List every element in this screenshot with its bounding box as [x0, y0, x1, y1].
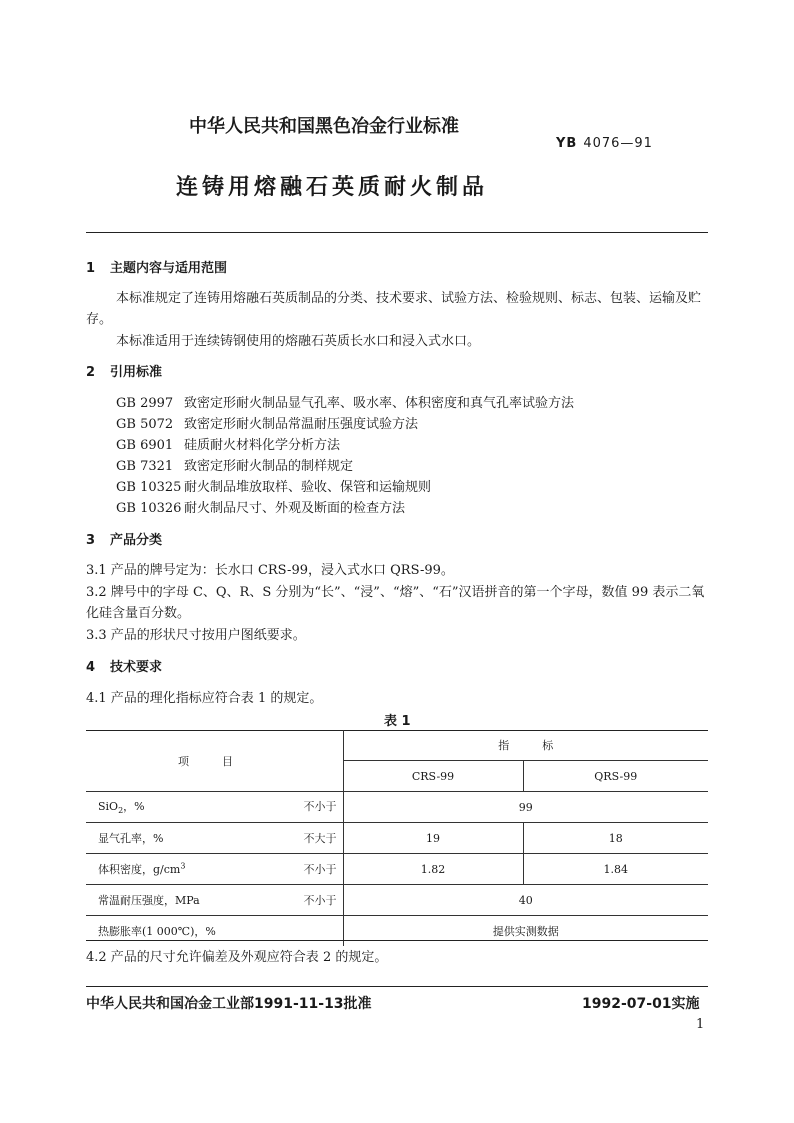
table-item-condition: 不小于: [303, 863, 337, 876]
clause-3-3: 3.3 产品的形状尺寸按用户图纸要求。: [86, 628, 306, 643]
standard-code-number: 4076—91: [583, 136, 653, 151]
table-row: [86, 916, 708, 947]
table-cell-qrs: 18: [523, 823, 708, 854]
section-2-title: 引用标准: [110, 365, 163, 380]
table-cell-item: [86, 792, 343, 823]
section-3-heading: [86, 529, 162, 548]
table-cell-qrs: 1.84: [523, 854, 708, 885]
table-cell-item: [86, 823, 343, 854]
table-row: [86, 792, 708, 823]
table-item-superscript: 3: [180, 861, 186, 871]
table-cell-merged: 99: [343, 792, 708, 823]
reference-item: [116, 413, 418, 432]
table-row: [86, 823, 708, 854]
effective-date: 1992-07-01实施: [582, 996, 700, 1012]
section-1-title: 主题内容与适用范围: [110, 261, 228, 276]
reference-code: GB 2997: [116, 396, 174, 411]
clause-4-2: 4.2 产品的尺寸允许偏差及外观应符合表 2 的规定。: [86, 950, 388, 965]
table-item-unit: ，%: [123, 800, 145, 814]
section-1-number: 1: [86, 261, 96, 276]
table-header-crs: CRS-99: [343, 761, 523, 792]
section-1-heading: [86, 257, 227, 276]
table-item-subscript: 2: [118, 806, 124, 816]
reference-item: [116, 434, 340, 453]
clause-3-2-line2: 化硅含量百分数。: [86, 606, 191, 621]
section-1-para1-line2: 存。: [86, 312, 113, 327]
section-3-title: 产品分类: [110, 533, 163, 548]
reference-code: GB 10326: [116, 501, 182, 516]
reference-title: 致密定形耐火制品常温耐压强度试验方法: [184, 417, 419, 432]
table-row: [86, 885, 708, 916]
table-item-label: 体积密度，g/cm: [98, 863, 181, 876]
table-cell-crs: 1.82: [343, 854, 523, 885]
section-4-title: 技术要求: [110, 660, 163, 675]
reference-title: 硅质耐火材料化学分析方法: [184, 438, 341, 453]
table-header-item: 项 目: [86, 730, 343, 792]
reference-item: [116, 392, 574, 411]
footer-divider: [86, 986, 708, 987]
table-bottom-rule: [86, 940, 708, 941]
reference-code: GB 10325: [116, 480, 182, 495]
section-3-number: 3: [86, 533, 96, 548]
table-item-condition: 不小于: [303, 800, 337, 814]
table-header-row: [86, 730, 708, 761]
page-number: 1: [696, 1017, 705, 1032]
table-row: [86, 854, 708, 885]
table-cell-crs: 19: [343, 823, 523, 854]
reference-code: GB 5072: [116, 417, 174, 432]
table-cell-merged: 40: [343, 885, 708, 916]
table-item-label: 常温耐压强度，MPa: [98, 894, 200, 907]
table-item-condition: 不大于: [303, 832, 337, 845]
document-title: 连铸用熔融石英质耐火制品: [176, 175, 489, 200]
reference-item: [116, 497, 405, 516]
reference-item: [116, 476, 431, 495]
table-cell-item: [86, 916, 343, 947]
clause-4-1: 4.1 产品的理化指标应符合表 1 的规定。: [86, 691, 323, 706]
table-item-label: 热膨胀率(1 000℃)，%: [98, 925, 216, 938]
table-cell-merged: 提供实测数据: [343, 916, 708, 947]
reference-code: GB 7321: [116, 459, 174, 474]
header-divider: [86, 232, 708, 233]
reference-code: GB 6901: [116, 438, 174, 453]
section-4-number: 4: [86, 660, 96, 675]
table-1: [86, 730, 708, 946]
table-item-label: 显气孔率，%: [98, 832, 164, 845]
clause-3-2-line1: 3.2 牌号中的字母 C、Q、R、S 分别为“长”、“浸”、“熔”、“石”汉语拼音的第一个字母，数值 99 表示二氧: [86, 585, 705, 600]
reference-title: 致密定形耐火制品显气孔率、吸水率、体积密度和真气孔率试验方法: [184, 396, 575, 411]
clause-3-1: 3.1 产品的牌号定为：长水口 CRS-99，浸入式水口 QRS-99。: [86, 563, 454, 578]
table-1-caption: 表 1: [384, 714, 411, 729]
section-2-number: 2: [86, 365, 96, 380]
reference-title: 耐火制品尺寸、外观及断面的检查方法: [184, 501, 406, 516]
reference-item: [116, 455, 353, 474]
table-cell-item: [86, 854, 343, 885]
approval-line: 中华人民共和国冶金工业部1991-11-13批准: [86, 996, 372, 1012]
table-item-condition: 不小于: [303, 894, 337, 907]
section-1-para1-line1: 本标准规定了连铸用熔融石英质制品的分类、技术要求、试验方法、检验规则、标志、包装、运输及贮: [116, 291, 702, 306]
section-4-heading: [86, 656, 162, 675]
reference-title: 致密定形耐火制品的制样规定: [184, 459, 354, 474]
standard-organization: 中华人民共和国黑色冶金行业标准: [189, 116, 459, 137]
reference-title: 耐火制品堆放取样、验收、保管和运输规则: [184, 480, 432, 495]
section-1-para2: 本标准适用于连续铸钢使用的熔融石英质长水口和浸入式水口。: [116, 334, 481, 349]
section-2-heading: [86, 361, 162, 380]
standard-code-prefix: YB: [556, 136, 578, 151]
table-header-qrs: QRS-99: [523, 761, 708, 792]
table-item-label: SiO: [98, 800, 119, 814]
table-header-index: 指 标: [343, 730, 708, 761]
standard-code: [556, 136, 653, 151]
table-cell-item: [86, 885, 343, 916]
